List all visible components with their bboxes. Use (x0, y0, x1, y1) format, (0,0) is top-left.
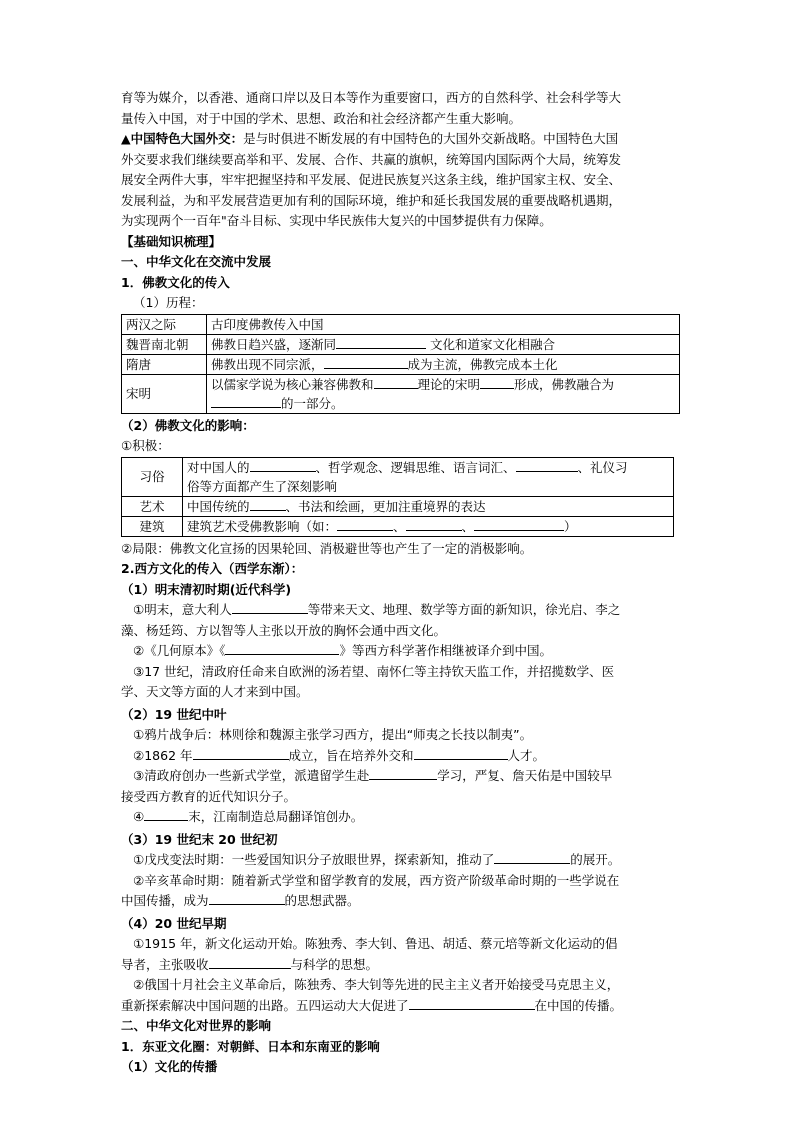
cell-text: 的一部分。 (281, 395, 344, 411)
buddhism-influence-table (121, 457, 674, 537)
text: 成立，旨在培养外交和 (288, 747, 414, 763)
buddhism-title: 1．佛教文化的传入 (121, 274, 230, 290)
cell-text: 中国传统的 (187, 498, 250, 514)
cell-text: 、礼仪习 (577, 459, 628, 475)
diplomacy-line: 外交要求我们继续要高举和平、发展、合作、共赢的旗帜，统筹国内国际两个大局，统筹发 (121, 151, 622, 167)
table-row (122, 374, 680, 413)
fill-blank[interactable] (414, 747, 508, 760)
cell-text: 形成，佛教融合为 (514, 376, 615, 392)
table-row (122, 314, 680, 334)
content-cell (183, 496, 674, 516)
fill-blank[interactable] (494, 851, 570, 864)
paragraph-line: 藻、杨廷筠、方以智等人主张以开放的胸怀会通中西文化。 (121, 622, 447, 638)
part2-title: 二、中华文化对世界的影响 (121, 1018, 272, 1033)
part1-title: 一、中华文化在交流中发展 (121, 254, 272, 269)
west-s1-title: （1）明末清初时期(近代科学) (121, 581, 292, 597)
paragraph (121, 850, 681, 871)
fill-blank[interactable] (516, 459, 578, 472)
buddhism-history-table (121, 314, 680, 414)
text: 的展开。 (570, 852, 621, 867)
cell-text: 以儒家学说为核心兼容佛教和 (211, 376, 374, 392)
content-cell (207, 354, 680, 374)
fill-blank[interactable] (250, 459, 316, 472)
intro-line: 量传入中国，对于中国的学术、思想、政治和社会经济都产生重大影响。 (121, 110, 522, 126)
fill-blank[interactable] (324, 356, 408, 369)
cell-text: 、 (393, 518, 406, 534)
paragraph: ③17 世纪，清政府任命来自欧洲的汤若望、南怀仁等主持钦天监工作，并招揽数学、医 (133, 663, 615, 679)
paragraph (121, 746, 681, 767)
diplomacy-line: 展安全两件大事，牢牢把握坚持和平发展、促进民族复兴这条主线，维护国家主权、安全、 (121, 172, 622, 187)
fill-blank[interactable] (193, 747, 289, 760)
period-cell: 魏晋南北朝 (122, 334, 207, 354)
text: ③清政府创办一些新式学堂，派遣留学生赴 (133, 768, 370, 783)
table-row (122, 457, 674, 496)
fill-blank[interactable] (232, 601, 308, 614)
fill-blank[interactable] (209, 892, 285, 905)
text: 人才。 (507, 747, 546, 763)
influence-title: （2）佛教文化的影响： (121, 417, 255, 433)
text: 在中国的传播。 (534, 997, 623, 1013)
history-label: （1）历程： (133, 295, 204, 310)
cell-text: 建筑艺术受佛教影响（如： (187, 518, 338, 534)
fill-blank[interactable] (211, 395, 281, 408)
fill-blank[interactable] (250, 498, 286, 511)
paragraph-line: 接受西方教育的近代知识分子。 (121, 788, 297, 804)
paragraph: ②俄国十月社会主义革命后，陈独秀、李大钊等先进的民主主义者开始接受马克思主义， (133, 977, 620, 992)
cell-text: 俗等方面都产生了深刻影响 (187, 478, 338, 494)
section-title: 【基础知识梳理】 (121, 233, 222, 249)
cell-text: 对中国人的 (187, 459, 250, 475)
text: 中国传播，成为 (121, 893, 209, 908)
fill-blank[interactable] (409, 997, 535, 1010)
part2-sub2: （1）文化的传播 (121, 1059, 218, 1074)
paragraph-line (121, 996, 681, 1017)
text: 等带来天文、地理、数学等方面的新知识，徐光启、李之 (307, 602, 621, 617)
text: ②1862 年 (133, 747, 193, 763)
fill-blank[interactable] (374, 376, 418, 389)
text: 的思想武器。 (284, 893, 360, 908)
text: 末，江南制造总局翻译馆创办。 (188, 809, 364, 824)
paragraph-line (121, 955, 681, 976)
content-cell (207, 334, 680, 354)
period-cell: 宋明 (122, 374, 207, 413)
paragraph (121, 807, 681, 828)
document-page (121, 88, 681, 1078)
paragraph: ②辛亥革命时期：随着新式学堂和留学教育的发展，西方资产阶级革命时期的一些学说在 (133, 872, 620, 888)
fill-blank[interactable] (225, 642, 339, 655)
content-cell (183, 457, 674, 496)
content-cell (207, 374, 680, 413)
text: 》等西方科学著作相继被译介到中国。 (339, 643, 552, 658)
cell-text: 佛教日趋兴盛，逐渐同 (211, 336, 337, 352)
fill-blank[interactable] (406, 518, 462, 531)
fill-blank[interactable] (369, 767, 437, 780)
part2-sub1: 1．东亚文化圈：对朝鲜、日本和东南亚的影响 (121, 1038, 380, 1054)
text: ①戊戌变法时期：一些爱国知识分子放眼世界，探索新知，推动了 (133, 852, 495, 867)
cell-text: 、书法和绘画，更加注重境界的表达 (285, 498, 486, 514)
fill-blank[interactable] (337, 518, 393, 531)
fill-blank[interactable] (144, 808, 188, 821)
cell-text: 、哲学观念、逻辑思维、语言词汇、 (315, 459, 516, 475)
west-s3-title: （3）19 世纪末 20 世纪初 (121, 831, 278, 847)
area-cell: 习俗 (122, 457, 183, 496)
paragraph-line: 学、天文等方面的人才来到中国。 (121, 684, 309, 699)
text: 学习，严复、詹天佑是中国较早 (437, 768, 613, 783)
cell-text: 佛教出现不同宗派， (211, 356, 324, 372)
diplomacy-paragraph (121, 129, 681, 150)
fill-blank[interactable] (474, 518, 564, 531)
table-row (122, 354, 680, 374)
area-cell: 艺术 (122, 496, 183, 516)
cell-text: 理论的宋明 (417, 376, 481, 392)
diplomacy-text: 是与时俱进不断发展的有中国特色的大国外交新战略。中国特色大国 (243, 131, 619, 146)
text: 重新探索解决中国问题的出路。五四运动大大促进了 (121, 997, 409, 1013)
fill-blank[interactable] (480, 376, 514, 389)
diplomacy-title: ▲中国特色大国外交： (121, 131, 244, 146)
west-title: 2.西方文化的传入（西学东渐）： (121, 561, 304, 576)
west-s4-title: （4）20 世纪早期 (121, 915, 227, 931)
paragraph (121, 641, 681, 662)
paragraph-line (121, 891, 681, 912)
table-row (122, 496, 674, 516)
period-cell: 隋唐 (122, 354, 207, 374)
table-row (122, 334, 680, 354)
text: ②《几何原本》《 (133, 643, 226, 658)
content-cell (183, 516, 674, 536)
text: ①明末，意大利人 (133, 602, 232, 617)
paragraph: ①鸦片战争后：林则徐和魏源主张学习西方，提出“师夷之长技以制夷”。 (133, 727, 533, 742)
table-row (122, 516, 674, 536)
paragraph: ①1915 年，新文化运动开始。陈独秀、李大钊、鲁迅、胡适、蔡元培等新文化运动的倡 (133, 936, 618, 951)
area-cell: 建筑 (122, 516, 183, 536)
text: ④ (133, 809, 145, 824)
diplomacy-line: 发展利益，为和平发展营造更加有利的国际环境，维护和延长我国发展的重要战略机遇期， (121, 192, 622, 208)
text: 导者，主张吸收 (121, 956, 209, 972)
period-cell: 两汉之际 (122, 314, 207, 334)
content-cell (207, 314, 680, 334)
cell-text: 、 (461, 518, 475, 534)
cell-text: ） (564, 518, 577, 534)
text: 与科学的思想。 (290, 956, 379, 972)
fill-blank[interactable] (209, 956, 291, 969)
diplomacy-line: 为实现两个一百年"奋斗目标、实现中华民族伟大复兴的中国梦提供有力保障。 (121, 213, 552, 228)
west-s2-title: （2）19 世纪中叶 (121, 706, 227, 722)
intro-line: 育等为媒介，以香港、通商口岸以及日本等作为重要窗口，西方的自然科学、社会科学等大 (121, 90, 622, 105)
limitation-text: ②局限：佛教文化宣扬的因果轮回、消极避世等也产生了一定的消极影响。 (121, 540, 533, 556)
positive-label: ①积极： (121, 438, 170, 453)
cell-text: 古印度佛教传入中国 (211, 316, 324, 332)
paragraph (121, 766, 681, 787)
cell-text: 文化和道家文化相融合 (430, 336, 556, 352)
fill-blank[interactable] (336, 336, 426, 349)
paragraph (121, 600, 681, 621)
cell-text: 成为主流，佛教完成本土化 (407, 356, 558, 372)
